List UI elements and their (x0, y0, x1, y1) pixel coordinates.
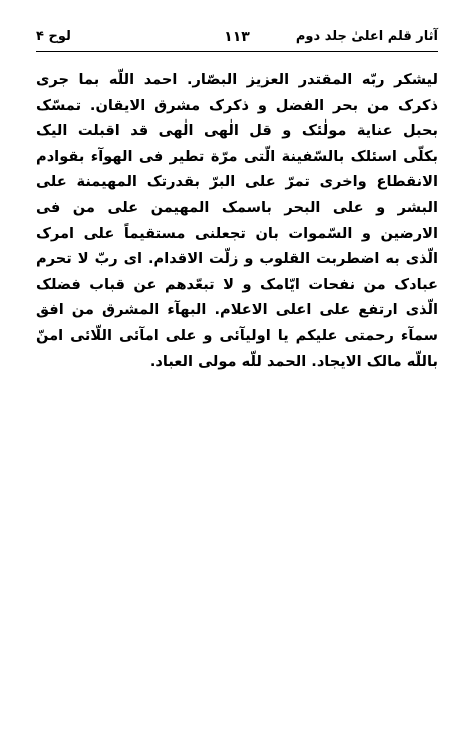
text-line: لیشکر ربّه المقتدر العزیز البصّار. احمد اللّه بما جری (36, 71, 438, 88)
running-header (36, 26, 438, 50)
text-line: عبادک من نفحات ایّامک و لا تبعّدهم عن قباب فضلک (36, 275, 438, 293)
book-title: آثار قلم اعلیٰ جلد دوم (295, 29, 438, 44)
text-line: ذکرک من بحر الفضل و ذکرک مشرق الایقان. تمسّک (36, 96, 438, 114)
text-line: بحبل عنایة مولٰئک و قل الٰهی الٰهی قد اقبلت الیک (36, 122, 438, 140)
text-line: باللّه مالک الایجاد. الحمد للّه مولی العباد. (149, 352, 438, 370)
text-line: الانقطاع واخری تمرّ علی البرّ بقدرتک المهیمنة علی (36, 173, 438, 191)
text-line: الّذی به اضطربت القلوب و زلّت الاقدام. ای ربّ لا تحرم (36, 250, 438, 268)
main-text (36, 67, 438, 374)
text-line: البشر و علی البحر باسمک المهیمن علی من فی (36, 198, 438, 216)
text-line: الارضین و السّموات بان تجعلنی مستقیماً علی امرک (36, 224, 438, 242)
header-divider (36, 51, 438, 52)
text-line: بکلّی اسئلک بالسّفینة الّتی مرّة تطیر فی الهوآء بقوادم (36, 147, 438, 165)
page-number: ۱۱۳ (224, 29, 250, 45)
tablet-label: لوح ۴ (36, 29, 71, 44)
text-line: سمآء رحمتی علیکم یا اولیآئی و علی امآئی اللّائی امنّ (36, 326, 438, 344)
text-line: الّذی ارتفع علی اعلی الاعلام. البهآء المشرق من افق (36, 301, 438, 319)
